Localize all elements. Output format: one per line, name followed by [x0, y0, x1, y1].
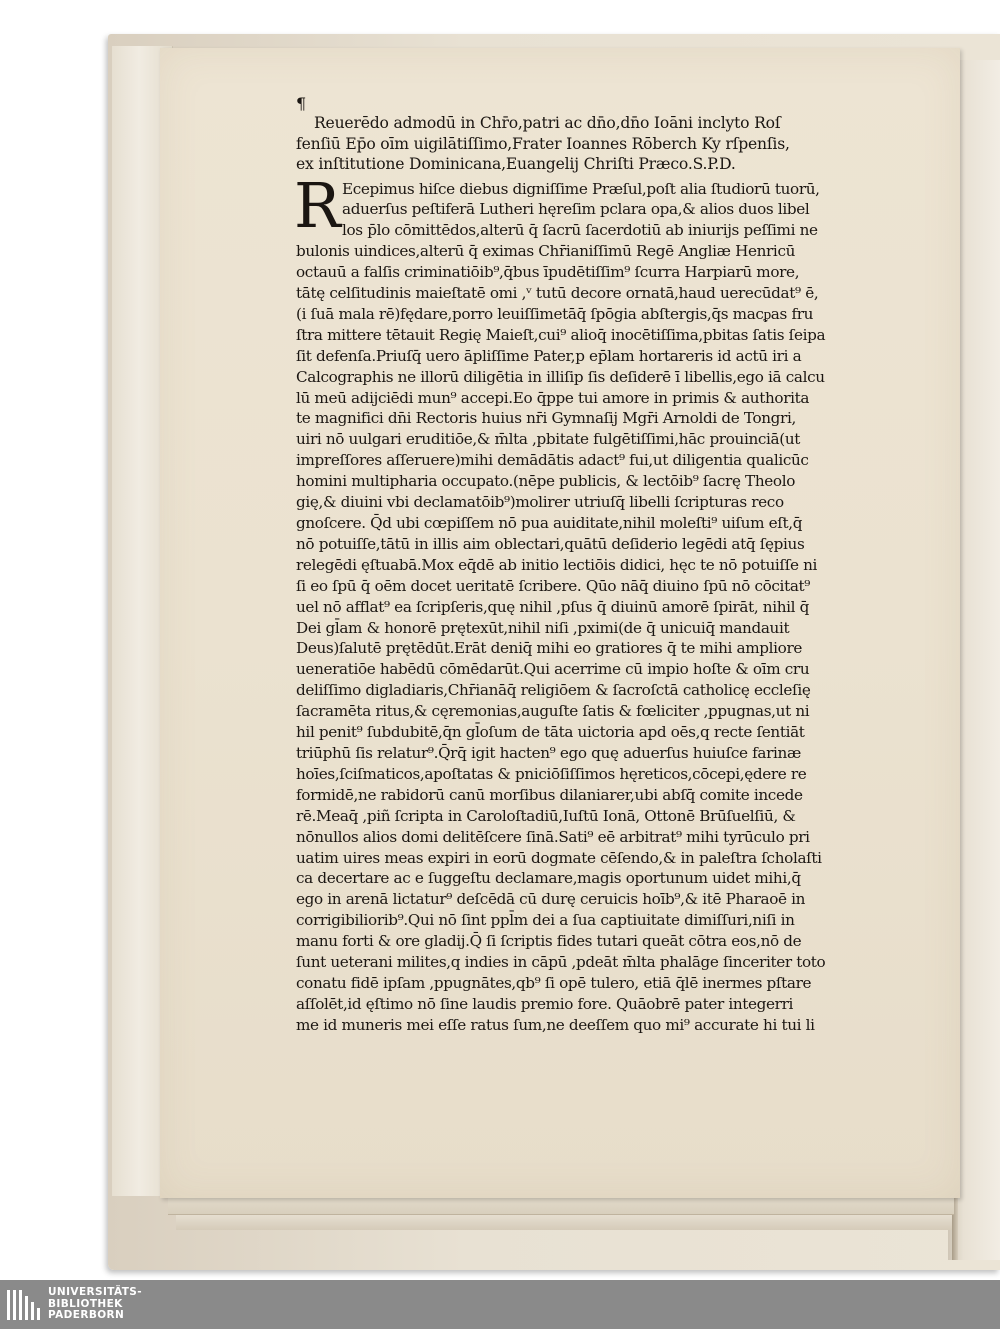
body-line: aſſolēt,id ęſtimo nō ſine laudis premio fore. Quāobrē pater integerri [296, 994, 794, 1013]
body-line: me id muneris mei eſſe ratus ſum,ne deeſſem quo mi⁹ accurate hi tui li [296, 1015, 815, 1034]
body-line: corrigibiliorib⁹.Qui nō ſint ppl̄m dei a ſua captiuitate dimiſſuri,niſi in [296, 911, 795, 930]
body-line: Deus)ſalutē prętēdūt.Erāt deniq̄ mihi eo gratiores q̄ te mihi ampliore [296, 639, 802, 658]
body-line: octauū a falſis criminatiōib⁹,q̄bus īpudētiſſim⁹ ſcurra Harpiarū more, [296, 263, 800, 282]
body-line: gię,& diuini vbi declamatōib⁹)molirer utriuſq̄ libelli ſcripturas reco [296, 493, 784, 512]
pilcrow-mark: ¶ [296, 94, 307, 113]
heading-line: Reuerēdo admodū in Chr̄o,patri ac dn̄o,dn̄o Ioāni inclyto Roſ [314, 114, 781, 132]
body-lines [296, 179, 878, 1036]
body-line: aduerſus peſtiferā Lutheri hęreſim pclara opa,& alios duos libel [342, 200, 810, 219]
body-line: ueneratiōe habēdū cōmēdarūt.Qui acerrime cū impio hoſte & oīm cru [296, 660, 810, 679]
drop-cap-initial: R [294, 168, 341, 242]
body-line: lū meū adijciēdi mun⁹ accepi.Eo q̄ppe tui amore in primis & authorita [296, 388, 810, 407]
text-block [296, 94, 878, 1036]
heading-line: fenſiū Ep̄o oīm uigilātiſſimo,Frater Ioannes Rōberch Ky rſpenſis, [296, 134, 790, 153]
body-line: ſacramēta ritus,& cęremonias,auguſte ſatis & fœliciter ,ppugnas,ut ni [296, 702, 810, 721]
body-line: Calcographis ne illorū diligētia in illiſip ſis deſiderē ī libellis,ego iā calcu [296, 367, 825, 386]
logo-line-1: UNIVERSITÄTS- [48, 1286, 143, 1298]
body-line: hoīes,ſciſmaticos,apoſtatas & pniciōſiſſimos hęreticos,cōcepi,ędere re [296, 764, 807, 783]
heading-line: ex inſtitutione Dominicana,Euangelij Chriſti Præco.S.P.D. [296, 155, 736, 173]
body-line: Ecepimus hiſce diebus digniſſime Præſul,poſt alia ſtudiorū tuorū, [342, 179, 820, 198]
body-line: gnoſcere. Q̄d ubi cœpiſſem nō pua auiditate,nihil moleſti⁹ uiſum eſt,q̄ [296, 514, 803, 532]
body-line: (i ſuā mala rē)fędare,porro leuiſſimetāq̄ ſpōgia abſtergis,q̄s macᵱas fru [296, 304, 814, 323]
library-logo-text [48, 1287, 142, 1322]
body-line: los p̄lo cōmittēdos,alterū q̄ ſacrū ſacerdotiū ab iniurijs peſſimi ne [342, 221, 818, 240]
body-line: formidē,ne rabidorū canū morſibus dilaniarer,ubi abſq̄ comite incede [296, 785, 803, 804]
body-line: tātę celſitudinis maieſtatē omi ,ᵛ tutū decore ornatā,haud uerecūdat⁹ ē, [296, 284, 819, 303]
body-line: uiri nō uulgari eruditiōe,& m̄lta ,pbitate fulgētiſſimi,hāc prouinciā(ut [296, 430, 801, 449]
body-line: uatim uires meas expiri in eorū dogmate cēſendo,& in paleſtra ſcholaſti [296, 848, 822, 867]
body-line: relegēdi ęſtuabā.Mox eq̄dē ab initio lectiōis didici, hęc te nō potuiſſe ni [296, 555, 818, 574]
body-line: conatu fidē ipſam ,ppugnātes,qb⁹ ſi opē tulero, etiā q̄lē inermes pſtare [296, 973, 812, 992]
logo-line-2: BIBLIOTHEK [48, 1297, 123, 1310]
body-line: bulonis uindices,alterū q̄ eximas Chr̄ianiſſimū Regē Angliæ Henricū [296, 242, 796, 261]
body-line: hil penit⁹ ſubdubitē,q̄n gl̄oſum de tāta uictoria apd oēs,q recte ſentiāt [296, 723, 805, 742]
letter-body [294, 168, 878, 1036]
body-line: ſtra mittere tētauit Regię Maieſt,cui⁹ alioq̄ inocētiſſima,pbitas ſatis ſeipa [296, 325, 826, 344]
body-line: manu forti & ore gladij.Q̄ ſi ſcriptis fides tutari queāt cōtra eos,nō de [296, 932, 802, 951]
body-line: rē.Meaq̄ ,piñ ſcripta in Caroloſtadiū,Iuſtū Ionā, Ottonē Brūſuelſiū, & [296, 806, 796, 825]
body-line: impreſſores aſſeruere)mihi demādātis adact⁹ fui,ut diligentia qualicūc [296, 451, 809, 470]
letter-heading [296, 94, 878, 175]
body-line: Dei gl̄am & honorē prętexūt,nihil niſi ,pximi(de q̄ unicuiq̄ mandauit [296, 618, 790, 637]
logo-line-3: PADERBORN [48, 1309, 125, 1321]
body-line: triūphū ſis relatur⁹.Q̄rq̄ igit hacten⁹ ego quę aduerſus huiuſce farinæ [296, 743, 801, 762]
library-footer-bar [0, 1280, 1000, 1329]
body-line: ſi eo ſpū q̄ oēm docet ueritatē ſcribere. Qūo nāq̄ diuino ſpū nō cōcitat⁹ [296, 576, 811, 595]
body-line: ca decertare ac e ſuggeſtu declamare,magis oportunum uidet mihi,q̄ [296, 869, 801, 888]
body-line: te magnifici dn̄i Rectoris huius nr̄i Gymnaſij Mgr̄i Arnoldi de Tongri, [296, 409, 796, 428]
library-bars-logo-icon [6, 1288, 42, 1322]
body-line: nōnullos alios domi delitēſcere ſinā.Sati⁹ eē arbitrat⁹ mihi tyrūculo pri [296, 827, 810, 846]
body-line: ego in arenā lictatur⁹ deſcēdā cū durę ceruicis hoīb⁹,& itē Pharaoē in [296, 890, 806, 909]
body-line: ſunt ueterani milites,q indies in cāpū ,pdeāt m̄lta phalāge ſinceriter toto [296, 953, 826, 972]
body-line: deliſſimo digladiaris,Chr̄ianāq̄ religiōem & ſacroſctā catholicę eccleſię [296, 681, 811, 700]
body-line: nō potuiſſe,tātū in illis aim oblectari,quātū deſiderio legēdi atq̄ ſępius [296, 534, 805, 553]
body-line: homini multipharia occupato.(nēpe publicis, & lectōib⁹ ſacrę Theolo [296, 472, 796, 491]
body-line: uel nō afflat⁹ ea ſcripſeris,quę nihil ,pſus q̄ diuinū amorē ſpirāt, nihil q̄ [296, 597, 810, 616]
body-line: ſit defenſa.Priuſq̄ uero āpliſſime Pater,p ep̄lam hortareris id actū iri a [296, 346, 802, 365]
